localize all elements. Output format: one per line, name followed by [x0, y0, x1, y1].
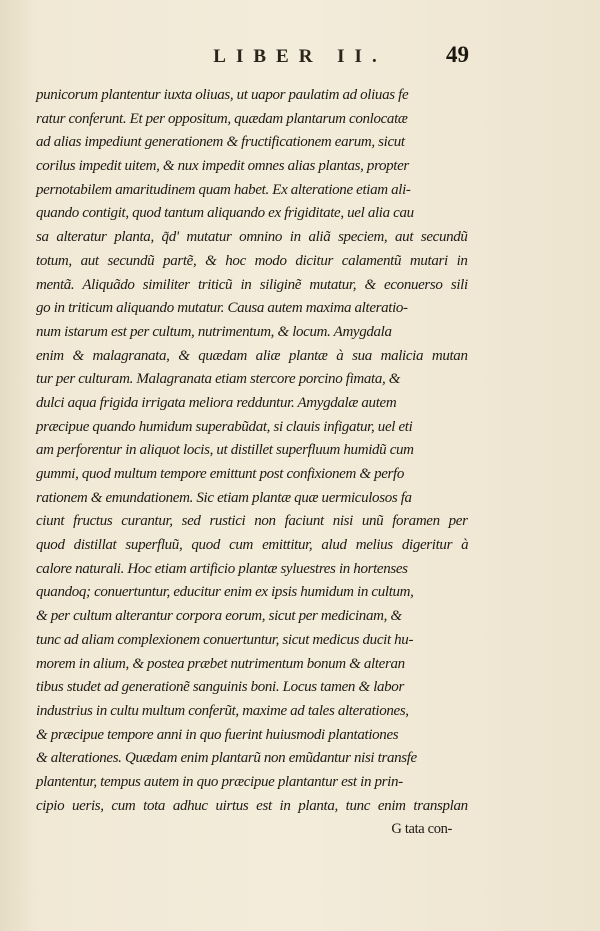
text-line: quando contigit, quod tantum aliquando ex frigiditate, uel alia cau	[36, 205, 414, 222]
text-line: quandoq; conuertuntur, educitur enim ex ipsis humidum in cultum,	[36, 584, 414, 601]
text-line: ciunt fructus curantur, sed rustici non faciunt nisi unũ foramen per	[36, 513, 468, 530]
text-line: am perforentur in aliquot locis, ut distillet superfluum humidũ cum	[36, 442, 414, 459]
text-line: industrius in cultu multum conferũt, maxime ad tales alterationes,	[36, 702, 409, 719]
text-line: & alterationes. Quædam enim plantarũ non emũdantur nisi transfe	[36, 750, 417, 767]
page-header	[0, 42, 600, 76]
text-line: cipio ueris, cum tota adhuc uirtus est in planta, tunc enim transplan	[36, 797, 468, 814]
text-line: morem in alium, & postea præbet nutrimentum bonum & alteran	[36, 655, 405, 672]
body-text	[36, 84, 468, 842]
text-line: go in triticum aliquando mutatur. Causa autem maxima alteratio-	[36, 300, 408, 317]
text-line: tunc ad aliam complexionem conuertuntur, sicut medicus ducit hu-	[36, 631, 414, 648]
text-line: pernotabilem amaritudinem quam habet. Ex alteratione etiam ali-	[36, 181, 411, 198]
text-line: tibus studet ad generationẽ sanguinis boni. Locus tamen & labor	[36, 679, 404, 696]
page-number: 49	[446, 42, 469, 67]
text-line: quod distillat superfluũ, quod cum emittitur, alud melius digeritur à	[36, 537, 469, 554]
text-line: & præcipue tempore anni in quo fuerint huiusmodi plantationes	[36, 726, 399, 743]
text-line: ad alias impediunt generationem & fructificationem earum, sicut	[36, 134, 405, 151]
text-line: plantentur, tempus autem in quo præcipue plantantur est in prin-	[36, 773, 403, 790]
text-line: punicorum plantentur iuxta oliuas, ut uapor paulatim ad oliuas fe	[36, 87, 409, 103]
text-line: præcipue quando humidum superabũdat, si clauis infigatur, uel eti	[36, 418, 413, 435]
text-line: gummi, quod multum tempore emittunt post confixionem & perfo	[36, 466, 404, 482]
text-line: tur per culturam. Malagranata etiam stercore porcino fimata, &	[36, 371, 401, 388]
running-title: LIBER II.	[213, 46, 387, 67]
text-line: enim & malagranata, & quædam aliæ plantæ à sua malicia mutan	[36, 347, 468, 364]
signature-catchword-line: G tata con-	[391, 821, 452, 838]
text-line: num istarum est per cultum, nutrimentum, & locum. Amygdala	[36, 323, 392, 340]
text-line: calore naturali. Hoc etiam artificio plantæ syluestres in hortenses	[36, 560, 408, 577]
text-line: ratur conferunt. Et per oppositum, quædam plantarum conlocatæ	[36, 110, 408, 127]
text-line: sa alteratur planta, q̃d' mutatur omnino in aliã speciem, aut secundũ	[36, 229, 468, 246]
text-line: & per cultum alterantur corpora eorum, sicut per medicinam, &	[36, 608, 402, 625]
text-line: mentã. Aliquãdo similiter triticũ in siliginẽ mutatur, & econuerso sili	[36, 276, 468, 293]
text-line: corilus impedit uitem, & nux impedit omnes alias plantas, propter	[36, 158, 409, 175]
text-line: totum, aut secundũ partẽ, & hoc modo dicitur calamentũ mutari in	[36, 252, 468, 269]
text-line: dulci aqua frigida irrigata meliora redduntur. Amygdalæ autem	[36, 394, 397, 411]
text-line: rationem & emundationem. Sic etiam plantæ quæ uermiculosos fa	[36, 489, 412, 506]
